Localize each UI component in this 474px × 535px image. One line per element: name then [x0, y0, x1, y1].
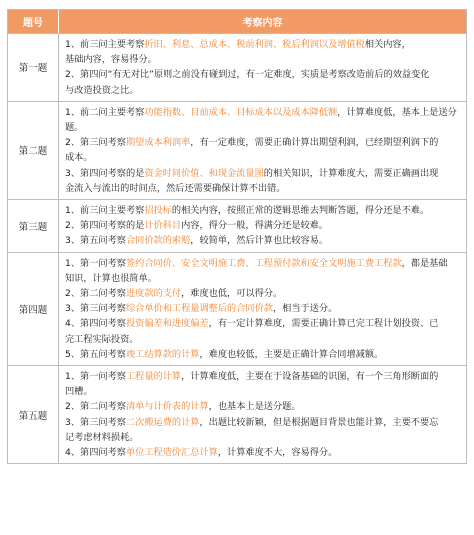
content-text: 与改造投资之比。	[65, 84, 139, 96]
content-text: ，相当于送分。	[272, 303, 338, 315]
content-text: ，都是基础	[401, 257, 448, 269]
content-text: 记考虑材料损耗。	[65, 431, 139, 443]
content-line	[65, 166, 460, 181]
content-line	[65, 233, 460, 248]
content-line	[65, 181, 460, 196]
content-line	[65, 105, 460, 120]
table-row	[8, 252, 466, 365]
exam-content	[59, 34, 466, 101]
highlighted-topic: 折旧、利息、总成本、税前利润、税后利润以及增值税	[144, 39, 365, 50]
highlighted-topic: 工程量的计算	[125, 371, 182, 383]
exam-content	[59, 253, 466, 365]
content-line	[65, 150, 460, 165]
question-number: 第二题	[8, 102, 59, 199]
content-text: ，计算难度低，主要在于设备基础的识图，有一个三角形断面的	[181, 371, 439, 383]
content-text: 相关内容，	[364, 39, 411, 50]
highlighted-topic: 进度款的支付	[125, 288, 182, 300]
content-text: 1、第一问考察	[65, 371, 126, 383]
highlighted-topic: 签约合同价、安全文明施工费、工程预付款和安全文明施工费工程款	[125, 257, 402, 269]
question-number: 第五题	[8, 366, 59, 463]
table-row	[8, 33, 466, 101]
content-text: 2、第二问考察	[65, 288, 126, 300]
content-line	[65, 430, 460, 445]
content-line	[65, 316, 460, 331]
highlighted-topic: 计价科目	[144, 220, 182, 232]
exam-content	[59, 102, 466, 199]
header-question-number: 题号	[8, 10, 59, 33]
content-text: ，出题比较新颖，但是根据题目背景也能计算，主要不要忘	[199, 416, 439, 428]
content-text: 基础内容，容易得分。	[65, 54, 157, 66]
content-text: 1、第一问考察	[65, 257, 126, 269]
highlighted-topic: 合同价款的索赔	[125, 235, 191, 247]
content-text: 内容，得分一般，得满分还是较难。	[181, 220, 329, 232]
content-text: 3、第五问考察	[65, 235, 126, 247]
content-line	[65, 286, 460, 301]
content-text: 的相关知识，计算难度大，需要正确画出现	[263, 167, 439, 179]
content-text: 5、第五问考察	[65, 348, 126, 360]
table-header	[8, 10, 466, 33]
content-text: 成本。	[65, 152, 93, 164]
content-line	[65, 369, 460, 384]
highlighted-topic: 招投标	[144, 205, 172, 217]
content-text: ，也基本上是送分题。	[208, 401, 301, 413]
content-text: 1、前三问主要考察	[65, 205, 145, 217]
content-text: ，有一定难度，需要正确计算出期望利润，已经期望利润下的	[190, 137, 439, 149]
content-text: ，有一定计算难度，需要正确计算已完工程计划投资、已	[208, 318, 439, 330]
content-text: 金流入与流出的时间点，然后还需要确保计算不出错。	[65, 182, 286, 194]
content-text: ，计算难度不大，容易得分。	[217, 447, 338, 459]
content-line	[65, 83, 460, 98]
content-line	[65, 347, 460, 362]
highlighted-topic: 竣工结算款的计算	[125, 348, 200, 360]
content-text: 完工程实际投资。	[65, 333, 139, 345]
content-text: 3、第四问考察的是	[65, 167, 145, 179]
question-number: 第四题	[8, 253, 59, 365]
question-number: 第一题	[8, 34, 59, 101]
exam-analysis-table	[7, 9, 467, 464]
content-line	[65, 384, 460, 399]
content-text: ，计算难度低，基本上是送分	[337, 106, 457, 118]
content-line	[65, 67, 460, 82]
content-line	[65, 218, 460, 233]
highlighted-topic: 清单与计价表的计算	[125, 401, 209, 413]
question-number: 第三题	[8, 200, 59, 252]
highlighted-topic: 单位工程造价汇总计算	[125, 447, 218, 459]
content-line	[65, 256, 460, 271]
table-body	[8, 33, 466, 463]
table-row	[8, 199, 466, 252]
content-text: 2、第四问“有无对比”原则之前没有碰到过，有一定难度，实质是考察改造前后的效益变化	[65, 69, 430, 81]
content-text: 4、第四问考察	[65, 318, 126, 330]
exam-content	[59, 200, 466, 252]
content-text: 1、前三问主要考察	[65, 39, 145, 50]
content-line	[65, 445, 460, 460]
highlighted-topic: 资金时间价值、和现金流量图	[144, 167, 264, 179]
table-row	[8, 365, 466, 463]
content-text: 2、第四问考察的是	[65, 220, 145, 232]
content-line	[65, 399, 460, 414]
content-text: 的相关内容，按照正常的逻辑思维去判断答题，得分还是不难。	[171, 205, 430, 217]
content-text: 凹槽。	[65, 386, 93, 398]
table-row	[8, 101, 466, 199]
content-text: 2、第三问考察	[65, 137, 126, 149]
highlighted-topic: 二次搬运费的计算	[125, 416, 200, 428]
content-text: 2、第二问考察	[65, 401, 126, 413]
exam-content	[59, 366, 466, 463]
content-text: 题。	[65, 122, 84, 134]
highlighted-topic: 投资偏差和进度偏差	[125, 318, 209, 330]
content-text: ，难度也低，可以得分。	[181, 288, 283, 300]
content-text: 知识，计算也很简单。	[65, 272, 157, 284]
content-line	[65, 37, 460, 52]
content-line	[65, 415, 460, 430]
highlighted-topic: 综合单价和工程量调整后的合同价款	[125, 303, 273, 315]
content-text: ，难度也较低，主要是正确计算合同增减额。	[199, 348, 384, 360]
content-line	[65, 52, 460, 67]
content-text: ，较简单，然后计算也比较容易。	[190, 235, 329, 247]
content-line	[65, 301, 460, 316]
content-line	[65, 332, 460, 347]
content-text: 4、第四问考察	[65, 447, 126, 459]
highlighted-topic: 期望成本利润率	[125, 137, 191, 149]
content-line	[65, 271, 460, 286]
content-line	[65, 135, 460, 150]
content-line	[65, 203, 460, 218]
content-text: 3、第三问考察	[65, 416, 126, 428]
content-line	[65, 120, 460, 135]
content-text: 3、第三问考察	[65, 303, 126, 315]
content-text: 1、前二问主要考察	[65, 106, 145, 118]
highlighted-topic: 功能指数、目前成本、目标成本以及成本降低额	[144, 106, 338, 118]
header-exam-content: 考察内容	[242, 18, 283, 29]
